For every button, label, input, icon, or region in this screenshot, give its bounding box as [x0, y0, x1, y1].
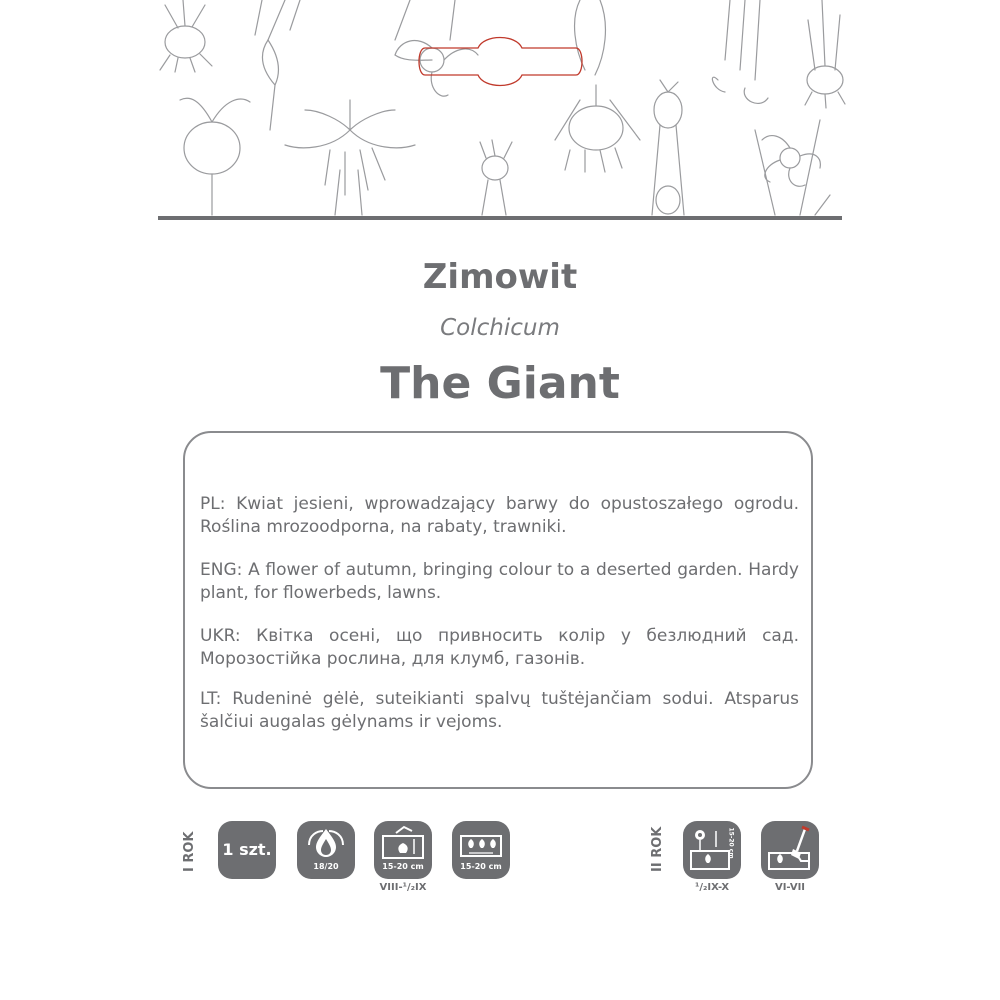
variety-name: The Giant: [380, 358, 620, 409]
spacing-text: 15-20 cm: [460, 862, 502, 871]
description-box: [183, 431, 813, 789]
bulb-size-text: 18/20: [313, 862, 339, 871]
description-lt: LT: Rudeninė gėlė, suteikianti spalvų tuštėjančiam sodui. Atsparus šalčiui augalas gėlynams ir vejoms.: [200, 689, 799, 732]
common-name-title: Zimowit: [422, 257, 578, 297]
shovel-icon: [761, 821, 819, 879]
year-1-label: I ROK: [182, 831, 197, 872]
ground-line: [158, 216, 842, 220]
bulb-water-icon: [297, 823, 355, 863]
digging-period-text: VI-VII: [774, 882, 806, 893]
year-2-label: II ROK: [650, 826, 665, 872]
flowering-tile: [683, 821, 741, 879]
digging-tile: [761, 821, 819, 879]
description-pl: PL: Kwiat jesieni, wprowadzający barwy do opustoszałego ogrodu. Roślina mrozoodporna, na rabaty, trawniki.: [200, 494, 799, 537]
bulb-size-tile: [297, 821, 355, 879]
depth-vertical-text: 15-20 cm: [727, 827, 735, 859]
latin-name: Colchicum: [440, 315, 560, 341]
quantity-tile: [218, 821, 276, 879]
spacing-icon: [452, 821, 510, 861]
planting-depth-text: 15-20 cm: [382, 862, 424, 871]
flowering-period-text: ¹/₂IX-X: [694, 882, 730, 893]
planting-depth-icon: [374, 821, 432, 861]
description-eng: ENG: A flower of autumn, bringing colour to a deserted garden. Hardy plant, for flowerbeds, lawns.: [200, 560, 799, 603]
planting-period-text: VIII-¹/₂IX: [379, 882, 427, 893]
quantity-text: 1 szt.: [222, 840, 272, 859]
botanical-illustration-banner: [0, 0, 1000, 225]
spacing-tile: [452, 821, 510, 879]
planting-depth-tile: [374, 821, 432, 879]
plant-sketch-illustration: [0, 0, 1000, 225]
description-ukr: UKR: Квітка осені, що привносить колір у безлюдний сад. Морозостійка рослина, для клумб, газонів.: [200, 626, 799, 669]
